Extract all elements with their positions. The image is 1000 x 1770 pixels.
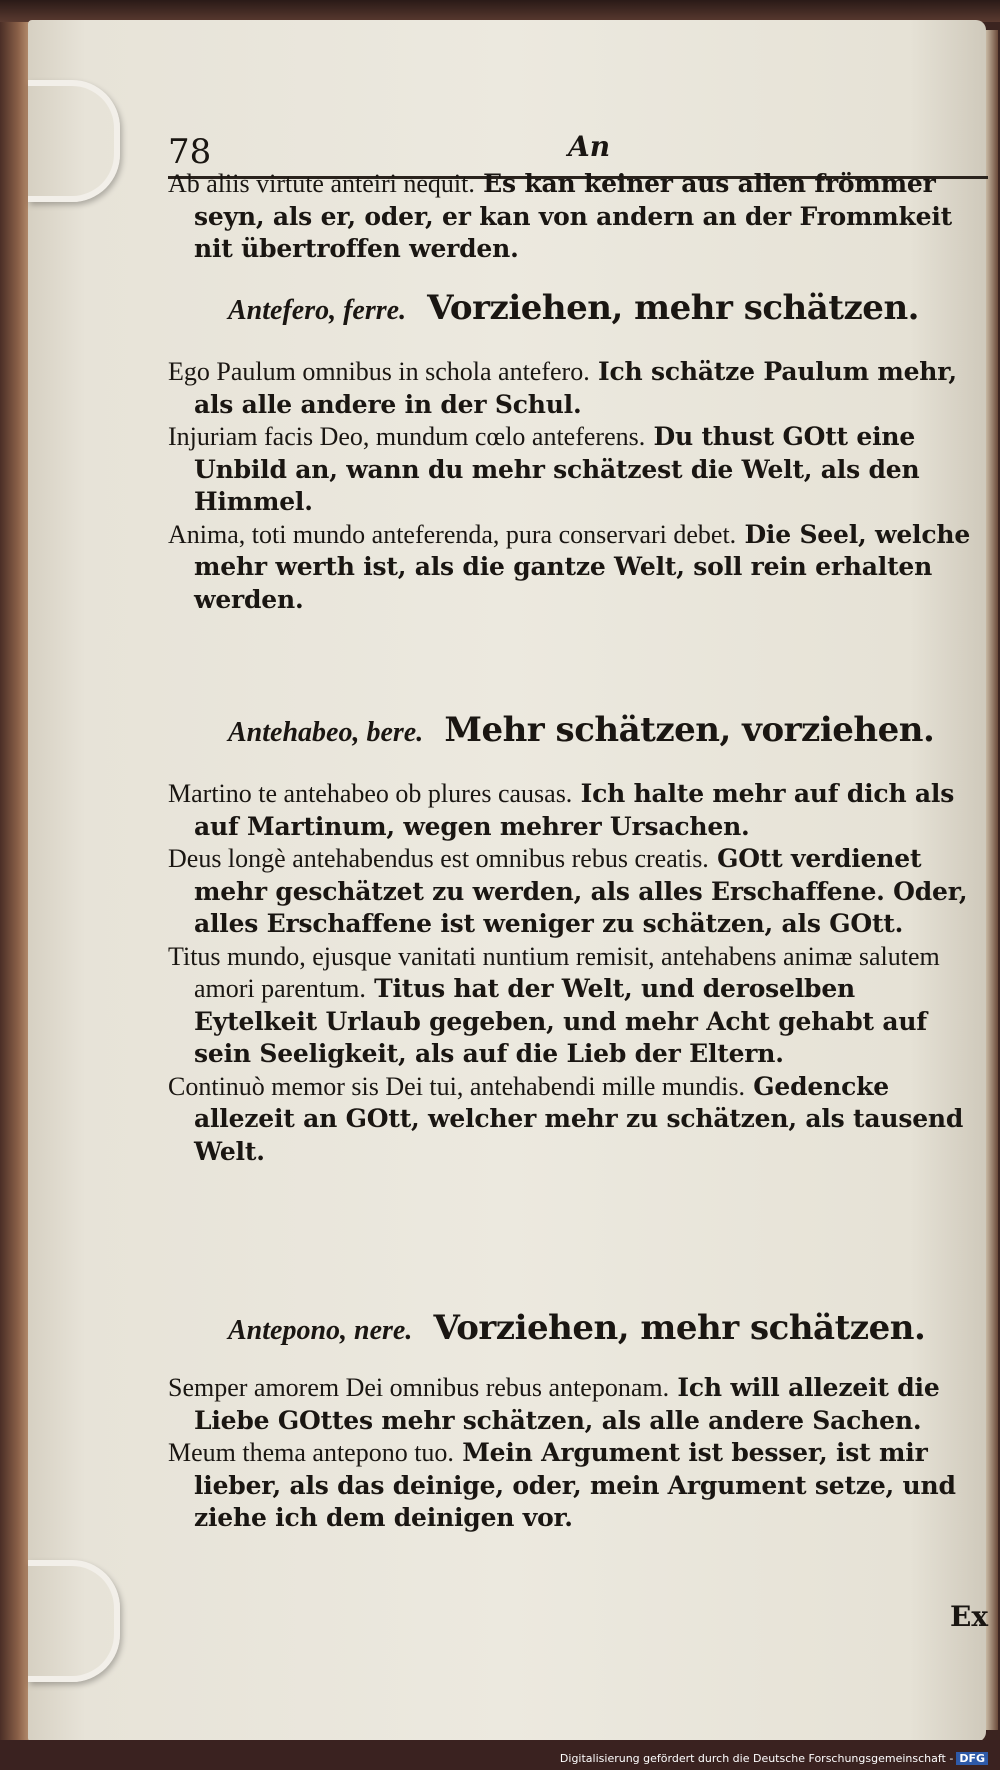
latin-text: Deus longè antehabendus est omnibus rebus creatis. <box>168 844 709 873</box>
lemma-translation: Vorziehen, mehr schätzen. <box>433 1308 926 1348</box>
entry-antefero-examples <box>168 356 983 616</box>
german-text: Mein Argument ist besser, ist mir lieber, als das deinige, oder, mein Argument setze, und ziehe ich dem deinigen vor. <box>194 1438 956 1532</box>
latin-text: Martino te antehabeo ob plures causas. <box>168 779 573 808</box>
example-paragraph <box>168 519 983 617</box>
latin-text: Meum thema antepono tuo. <box>168 1438 454 1467</box>
page-clip-top <box>28 80 120 202</box>
latin-text: Continuò memor sis Dei tui, antehabendi mille mundis. <box>168 1071 745 1101</box>
german-text: Es kan keiner aus allen frömmer seyn, als er, oder, er kan von andern an der Frommkeit nit übertroffen werden. <box>194 169 952 263</box>
page-header <box>168 112 988 172</box>
german-text: Gedencke allezeit an GOtt, welcher mehr zu schätzen, als tausend Welt. <box>194 1071 964 1166</box>
latin-text: Anima, toti mundo anteferenda, pura conservari debet. <box>168 519 737 549</box>
headword-antepono <box>228 1308 988 1364</box>
headword-antehabeo <box>228 710 988 766</box>
page-clip-bottom <box>28 1560 120 1682</box>
german-text: Ich halte mehr auf dich als auf Martinum, wegen mehrer Ursachen. <box>194 779 955 841</box>
dfg-logo: DFG <box>956 1752 988 1765</box>
catchword: Ex <box>950 1600 989 1633</box>
page-number: 78 <box>168 132 212 172</box>
example-paragraph <box>168 421 983 519</box>
page-right-edge <box>986 30 998 1730</box>
latin-text: Ego Paulum omnibus in schola antefero. <box>168 357 590 386</box>
example-paragraph <box>168 843 983 941</box>
example-paragraph <box>168 356 983 421</box>
lemma: Antefero, ferre. <box>228 295 407 326</box>
latin-text: Semper amorem Dei omnibus rebus anteponam. <box>168 1373 670 1402</box>
entry-antepono-examples <box>168 1372 983 1535</box>
german-text: Ich schätze Paulum mehr, als alle andere in der Schul. <box>194 357 957 419</box>
lemma-translation: Mehr schätzen, vorziehen. <box>444 710 935 750</box>
example-paragraph <box>168 1372 983 1437</box>
german-text: Titus hat der Welt, und deroselben Eytelkeit Urlaub gegeben, und mehr Acht gehabt auf sein Seeligkeit, als auf die Lieb der Eltern. <box>194 974 927 1068</box>
lemma: Antehabeo, bere. <box>228 717 424 748</box>
german-text: Du thust GOtt eine Unbild an, wann du mehr schätzest die Welt, als den Himmel. <box>194 422 920 516</box>
example-paragraph <box>168 1071 983 1169</box>
example-paragraph <box>168 168 983 266</box>
entry-continuation <box>168 168 983 266</box>
german-text: Die Seel, welche mehr werth ist, als die gantze Welt, soll rein erhalten werden. <box>194 519 971 614</box>
running-head: An <box>568 130 611 163</box>
lemma: Antepono, nere. <box>228 1315 413 1346</box>
latin-text: Injuriam facis Deo, mundum cœlo anteferens. <box>168 422 646 451</box>
example-paragraph <box>168 778 983 843</box>
german-text: GOtt verdienet mehr geschätzet zu werden, als alles Erschaffene. Oder, alles Erschaffene ist weniger zu schätzen, als GOtt. <box>194 844 968 938</box>
credit-text: Digitalisierung gefördert durch die Deutsche Forschungsgemeinschaft - <box>559 1752 954 1765</box>
digitization-credit <box>560 1752 988 1765</box>
lemma-translation: Vorziehen, mehr schätzen. <box>427 288 919 328</box>
book-top-edge <box>0 0 1000 22</box>
headword-antefero <box>228 288 988 344</box>
german-text: Ich will allezeit die Liebe GOttes mehr schätzen, als alle andere Sachen. <box>194 1373 940 1435</box>
latin-text: Ab aliis virtute anteiri nequit. <box>168 169 475 198</box>
latin-text: Titus mundo, ejusque vanitati nuntium remisit, antehabens animæ salutem amori parentum. <box>168 941 940 1003</box>
book-spine <box>0 22 30 1740</box>
example-paragraph <box>168 941 983 1071</box>
book-page <box>28 20 989 1742</box>
entry-antehabeo-examples <box>168 778 983 1168</box>
example-paragraph <box>168 1437 983 1535</box>
